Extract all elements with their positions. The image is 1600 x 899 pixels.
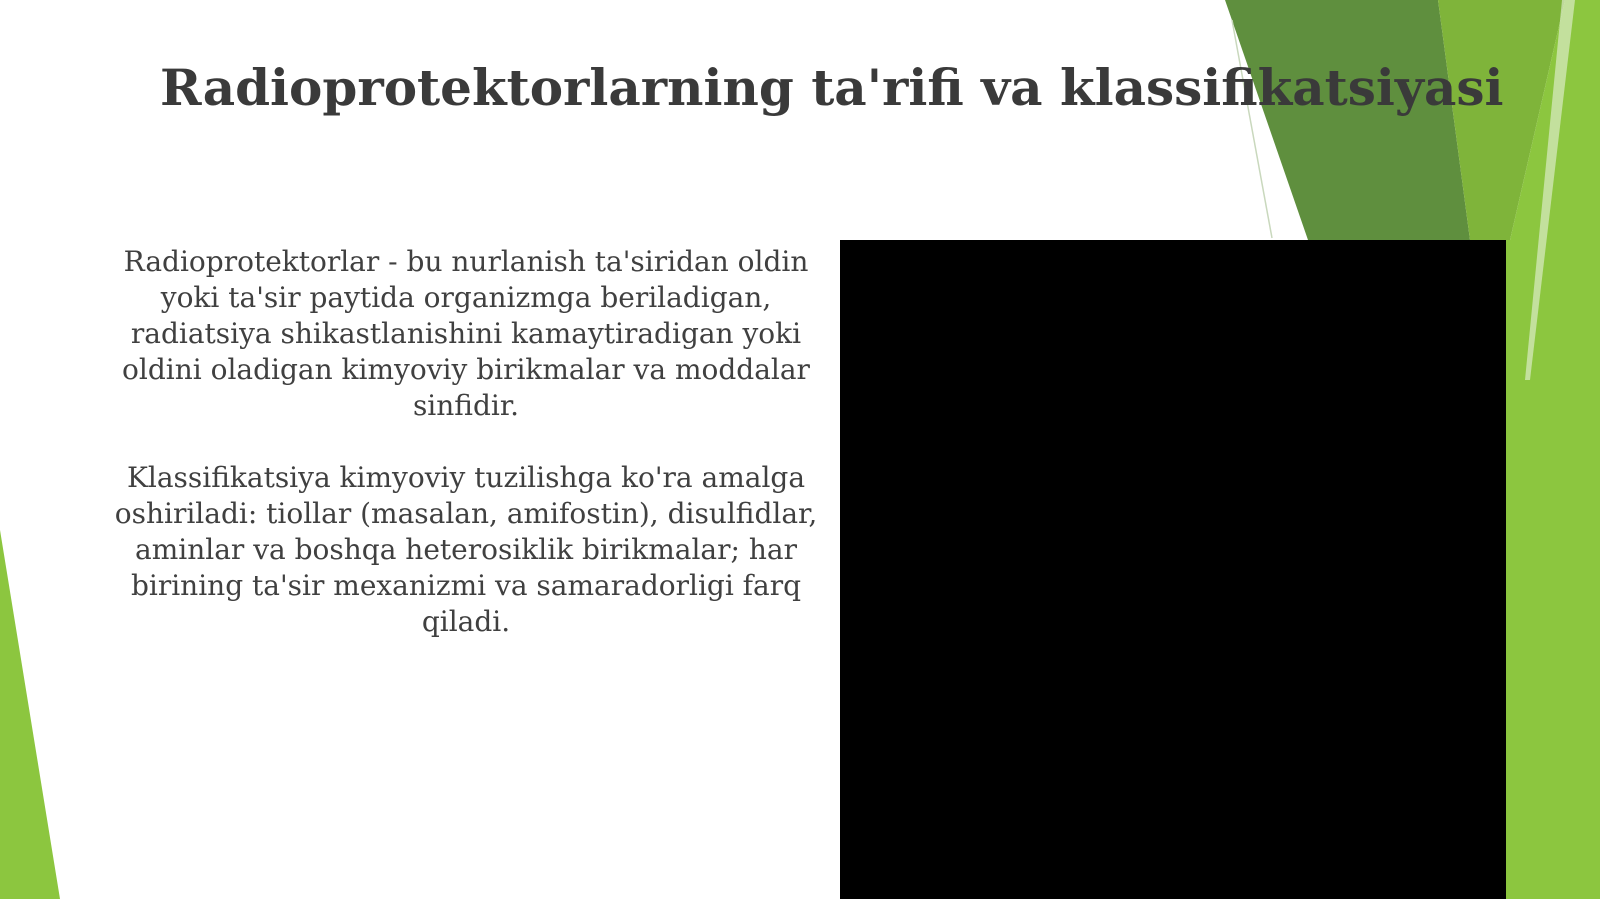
classification-paragraph: Klassifikatsiya kimyoviy tuzilishga ko'ra amalga oshiriladi: tiollar (masalan, amifostin), disulfidlar, aminlar va boshqa heterosiklik birikmalar; har birining ta'sir mexanizmi va samaradorligi farq qiladi. xyxy=(114,461,818,638)
definition-paragraph: Radioprotektorlar - bu nurlanish ta'siridan oldin yoki ta'sir paytida organizmga beriladigan, radiatsiya shikastlanishini kamaytiradigan yoki oldini oladigan kimyoviy birikmalar va moddalar sinfidir. xyxy=(122,245,810,422)
left-green-shape xyxy=(0,530,60,899)
slide-body xyxy=(105,244,827,676)
slide-title: Radioprotektorlarning ta'rifi va klassifikatsiyasi xyxy=(160,58,1504,117)
dark-green-shape xyxy=(1225,0,1470,240)
media-placeholder xyxy=(840,240,1506,899)
